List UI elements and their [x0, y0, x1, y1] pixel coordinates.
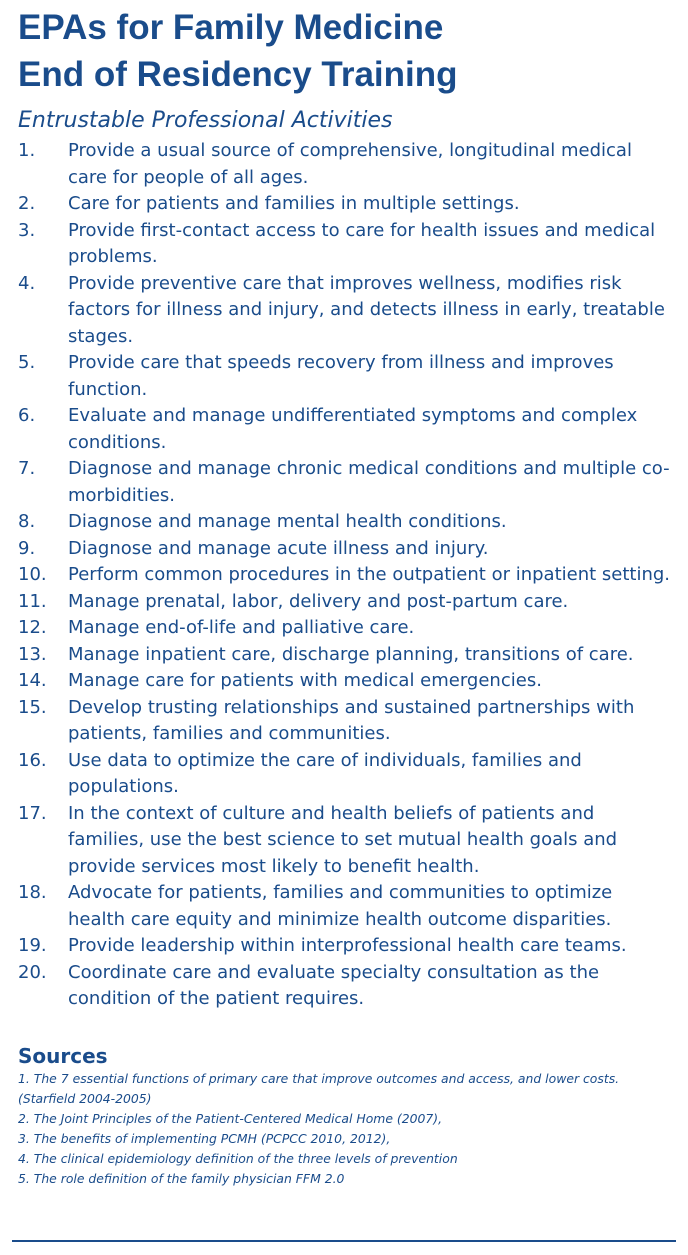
list-item	[18, 801, 670, 881]
source-item: 3. The benefits of implementing PCMH (PCPCC 2010, 2012),	[18, 1130, 391, 1146]
source-item: 4. The clinical epidemiology definition of the three levels of prevention	[18, 1150, 458, 1166]
epa-number: 19.	[18, 935, 47, 956]
epa-text: Coordinate care and evaluate specialty consultation as the condition of the patient requires.	[68, 961, 600, 1009]
list-item	[18, 668, 670, 695]
list-item	[18, 350, 670, 403]
list-item	[18, 748, 670, 801]
epa-text: Diagnose and manage chronic medical conditions and multiple co-morbidities.	[68, 458, 670, 506]
bottom-divider	[12, 1240, 676, 1242]
list-item	[18, 403, 670, 456]
list-item	[18, 933, 670, 960]
epa-number: 12.	[18, 617, 47, 638]
epa-number: 1.	[18, 140, 36, 161]
sources-heading: Sources	[18, 1043, 108, 1068]
epa-number: 20.	[18, 961, 47, 983]
epa-number: 14.	[18, 670, 47, 691]
epa-text: Provide leadership within interprofessional health care teams.	[68, 935, 627, 956]
epa-text: In the context of culture and health beliefs of patients and families, use the best science to set mutual health goals and provide services most likely to benefit health.	[68, 802, 618, 877]
list-item	[18, 138, 670, 191]
epa-text: Evaluate and manage undifferentiated symptoms and complex conditions.	[68, 405, 638, 453]
epa-text: Develop trusting relationships and sustained partnerships with patients, families and communities.	[68, 696, 635, 744]
epa-number: 15.	[18, 696, 47, 718]
title-line-1: EPAs for Family Medicine	[18, 8, 444, 47]
epa-text: Diagnose and manage acute illness and injury.	[68, 537, 489, 559]
source-item: 2. The Joint Principles of the Patient-Centered Medical Home (2007),	[18, 1110, 443, 1126]
list-item	[18, 880, 670, 933]
source-item: 1. The 7 essential functions of primary care that improve outcomes and access, and lower costs. (Starfield 2004-2005)	[18, 1070, 620, 1106]
epa-text: Manage prenatal, labor, delivery and post-partum care.	[68, 590, 569, 612]
list-item	[18, 642, 670, 669]
list-item	[18, 562, 670, 589]
epa-text: Advocate for patients, families and communities to optimize health care equity and minimize health outcome disparities.	[68, 882, 613, 930]
list-item	[18, 960, 670, 1013]
epa-text: Manage end-of-life and palliative care.	[68, 617, 415, 638]
epa-number: 9.	[18, 537, 36, 559]
epa-number: 6.	[18, 405, 36, 426]
epa-number: 3.	[18, 219, 36, 241]
source-list	[18, 1069, 670, 1189]
list-item	[18, 589, 670, 616]
epa-text: Manage care for patients with medical emergencies.	[68, 670, 542, 691]
epa-text: Provide first-contact access to care for health issues and medical problems.	[68, 219, 656, 267]
epa-number: 10.	[18, 564, 47, 585]
epa-text: Provide a usual source of comprehensive, longitudinal medical care for people of all ages.	[68, 140, 632, 188]
epa-number: 7.	[18, 458, 36, 479]
page-title	[18, 4, 670, 98]
list-item	[18, 191, 670, 218]
list-item	[18, 695, 670, 748]
epa-number: 8.	[18, 511, 36, 532]
epa-number: 2.	[18, 193, 36, 214]
epa-list	[18, 138, 670, 1013]
list-item	[18, 615, 670, 642]
epa-number: 11.	[18, 590, 47, 612]
list-item	[18, 218, 670, 271]
epa-number: 16.	[18, 749, 47, 771]
epa-text: Manage inpatient care, discharge planning, transitions of care.	[68, 643, 634, 665]
source-item: 5. The role definition of the family physician FFM 2.0	[18, 1170, 345, 1186]
list-item	[18, 536, 670, 563]
list-item	[18, 271, 670, 351]
epa-text: Provide care that speeds recovery from illness and improves function.	[68, 352, 614, 400]
epa-text: Use data to optimize the care of individuals, families and populations.	[68, 749, 582, 797]
page-subtitle: Entrustable Professional Activities	[18, 108, 393, 133]
epa-number: 17.	[18, 802, 47, 824]
title-line-2: End of Residency Training	[18, 55, 458, 94]
epa-text: Provide preventive care that improves wellness, modifies risk factors for illness and injury, and detects illness in early, treatable stages.	[68, 272, 665, 347]
epa-number: 4.	[18, 272, 36, 294]
epa-number: 5.	[18, 352, 36, 373]
list-item	[18, 456, 670, 509]
epa-number: 13.	[18, 643, 47, 665]
list-item	[18, 509, 670, 536]
epa-text: Diagnose and manage mental health conditions.	[68, 511, 507, 532]
epa-number: 18.	[18, 882, 47, 903]
epa-text: Care for patients and families in multiple settings.	[68, 193, 520, 214]
epa-text: Perform common procedures in the outpatient or inpatient setting.	[68, 564, 671, 585]
